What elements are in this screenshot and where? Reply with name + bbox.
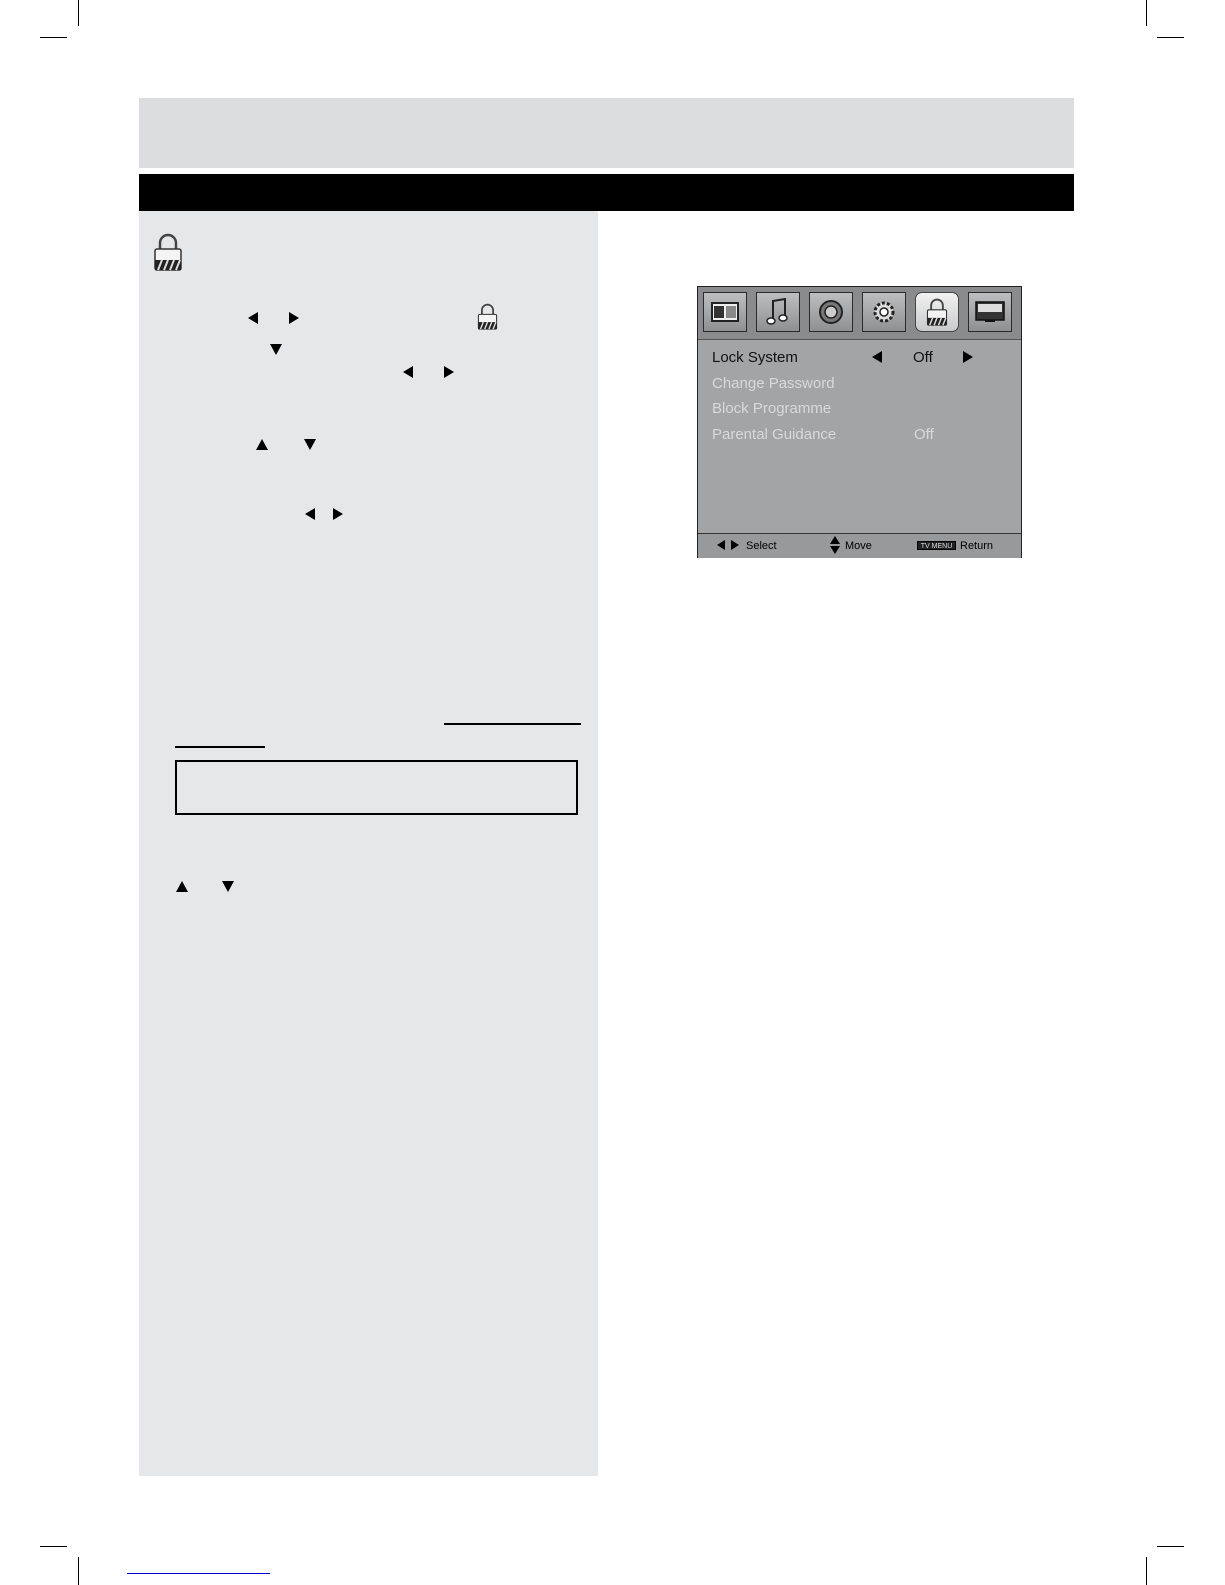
down-arrow-icon: [222, 881, 234, 892]
crop-mark: [1157, 37, 1184, 38]
down-arrow-icon: [270, 344, 282, 355]
lock-menu-screen: [697, 286, 1022, 558]
instruction-panel: [139, 211, 598, 1476]
left-arrow-icon: [305, 508, 315, 520]
sound-icon[interactable]: [756, 292, 800, 332]
right-arrow-icon: [289, 312, 299, 324]
header-band: [139, 98, 1074, 168]
lock-system-value: Off: [913, 349, 933, 366]
channel-icon[interactable]: [809, 292, 853, 332]
setup-icon[interactable]: [862, 292, 906, 332]
move-down-icon: [830, 546, 840, 554]
parental-guidance-item[interactable]: Parental Guidance: [712, 426, 837, 443]
underline: [444, 723, 581, 725]
change-password-item[interactable]: Change Password: [712, 375, 835, 392]
menu-tab-bar: [698, 287, 1021, 340]
right-arrow-icon: [333, 508, 343, 520]
lock-icon: [477, 302, 498, 331]
lock-icon[interactable]: [915, 292, 959, 332]
crop-mark: [1146, 0, 1147, 26]
down-arrow-icon: [304, 439, 316, 450]
parental-guidance-value: Off: [914, 426, 934, 443]
left-arrow-icon: [248, 312, 258, 324]
crop-mark: [78, 1557, 79, 1585]
move-label: Move: [845, 540, 872, 552]
crop-mark: [78, 0, 79, 26]
crop-mark: [1157, 1546, 1184, 1547]
lock-system-item[interactable]: Lock System: [712, 349, 798, 366]
note-box: [175, 760, 578, 815]
tv-menu-key: TV MENU: [917, 541, 956, 550]
left-arrow-icon: [403, 366, 413, 378]
value-left-arrow-icon[interactable]: [872, 351, 882, 363]
up-arrow-icon: [256, 439, 268, 450]
section-bar: [139, 174, 1074, 211]
footer-link-underline: [127, 1573, 270, 1574]
lock-icon: [153, 232, 183, 272]
right-arrow-icon: [444, 366, 454, 378]
picture-icon[interactable]: [703, 292, 747, 332]
move-up-icon: [830, 536, 840, 544]
return-label: Return: [960, 540, 994, 552]
menu-footer: [698, 533, 1021, 558]
up-arrow-icon: [176, 881, 188, 892]
crop-mark: [1146, 1557, 1147, 1585]
underline: [175, 746, 265, 748]
screen-icon[interactable]: [968, 292, 1012, 332]
crop-mark: [40, 37, 67, 38]
value-right-arrow-icon[interactable]: [963, 351, 973, 363]
select-label: Select: [746, 540, 777, 552]
select-left-icon: [717, 540, 725, 550]
select-right-icon: [731, 540, 739, 550]
block-programme-item[interactable]: Block Programme: [712, 400, 832, 417]
crop-mark: [40, 1546, 67, 1547]
